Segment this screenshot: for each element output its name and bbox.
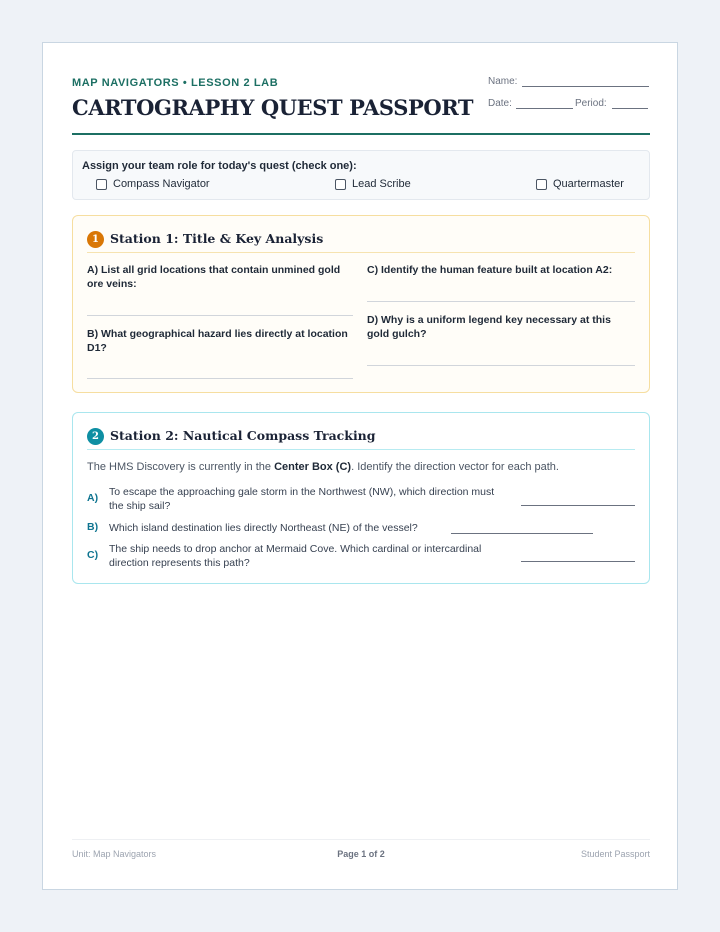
station-2-intro — [87, 461, 559, 473]
checkbox[interactable] — [335, 179, 346, 190]
role-option-quartermaster[interactable] — [536, 178, 624, 190]
answer-line-b[interactable] — [451, 533, 593, 534]
team-role-panel — [72, 150, 650, 200]
intro-highlight: Center Box (C) — [274, 461, 352, 473]
answer-line-c[interactable] — [521, 561, 635, 562]
worksheet-page — [42, 42, 678, 890]
station-divider — [87, 449, 635, 450]
option-c-letter: C) — [87, 549, 99, 561]
checkbox[interactable] — [96, 179, 107, 190]
date-field[interactable] — [516, 108, 573, 109]
role-label: Quartermaster — [553, 178, 624, 190]
name-label: Name: — [488, 76, 518, 87]
footer-page-number: Page 1 of 2 — [337, 849, 385, 859]
station-number-badge: 2 — [87, 428, 104, 445]
footer-label: Student Passport — [580, 849, 650, 859]
option-b-letter: B) — [87, 521, 99, 533]
question-a: A) List all grid locations that contain unmined gold ore veins: — [87, 264, 341, 290]
period-field[interactable] — [612, 108, 648, 109]
station-2-header — [87, 427, 635, 450]
lesson-kicker: MAP NAVIGATORS • LESSON 2 LAB — [72, 77, 279, 89]
role-option-lead-scribe[interactable] — [335, 178, 411, 190]
footer-unit: Unit: Map Navigators — [72, 849, 157, 859]
option-c-text: The ship needs to drop anchor at Mermaid Cove. Which cardinal or intercardinal direction represents this path? — [109, 543, 482, 569]
role-label: Lead Scribe — [352, 178, 411, 190]
page-title: CARTOGRAPHY QUEST PASSPORT — [72, 95, 474, 120]
option-a-text: To escape the approaching gale storm in the Northwest (NW), which direction must the ship sail? — [109, 486, 495, 512]
station-1-header — [87, 230, 635, 253]
intro-text: . Identify the direction vector for each path. — [351, 461, 559, 473]
checkbox[interactable] — [536, 179, 547, 190]
role-option-compass-navigator[interactable] — [96, 178, 210, 190]
answer-line-a[interactable] — [87, 315, 353, 316]
question-d: D) Why is a uniform legend key necessary at this gold gulch? — [367, 314, 611, 340]
answer-line-b[interactable] — [87, 378, 353, 379]
footer-divider — [72, 839, 650, 840]
question-b: B) What geographical hazard lies directly at location D1? — [87, 328, 348, 354]
name-field[interactable] — [522, 86, 649, 87]
period-label: Period: — [575, 98, 607, 109]
station-2-title: Station 2: Nautical Compass Tracking — [110, 428, 376, 443]
question-c: C) Identify the human feature built at location A2: — [367, 264, 613, 276]
station-divider — [87, 252, 635, 253]
station-number-badge: 1 — [87, 231, 104, 248]
intro-text: The HMS Discovery is currently in the — [87, 461, 275, 473]
station-2-panel — [72, 412, 650, 584]
station-1-panel — [72, 215, 650, 393]
answer-line-c[interactable] — [367, 301, 635, 302]
answer-line-d[interactable] — [367, 365, 635, 366]
answer-line-a[interactable] — [521, 505, 635, 506]
team-role-prompt: Assign your team role for today's quest (check one): — [82, 160, 357, 172]
option-a-letter: A) — [87, 492, 99, 504]
role-label: Compass Navigator — [113, 178, 210, 190]
station-1-title: Station 1: Title & Key Analysis — [110, 231, 324, 246]
header-divider — [72, 133, 650, 135]
date-label: Date: — [488, 98, 512, 109]
option-b-text: Which island destination lies directly Northeast (NE) of the vessel? — [109, 522, 418, 534]
